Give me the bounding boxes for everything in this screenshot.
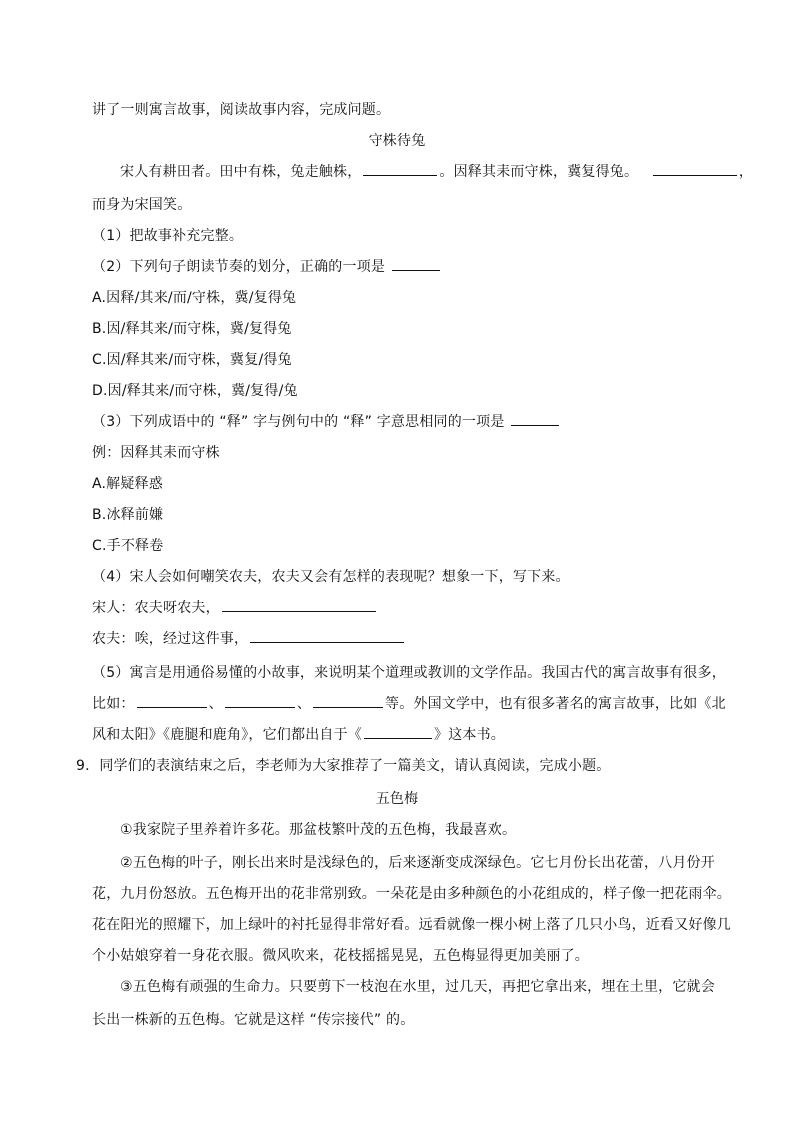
question-4-stem: （4）宋人会如何嘲笑农夫，农夫又会有怎样的表现呢？想象一下，写下来。 bbox=[92, 569, 570, 585]
question-3-stem bbox=[92, 412, 561, 432]
question-5-line-3 bbox=[92, 725, 505, 745]
q3-option-c: C.手不释卷 bbox=[92, 538, 164, 554]
essay-paragraph-2-line-2: 花，九月份怒放。五色梅开出的花非常别致。一朵花是由多种颜色的小花组成的，样子像一把花雨伞。 bbox=[92, 886, 731, 902]
essay-paragraph-3-line-2: 长出一株新的五色梅。它就是这样 “传宗接代” 的。 bbox=[92, 1012, 415, 1028]
story-title: 守株待兔 bbox=[368, 133, 426, 149]
question-text: 》这本书。 bbox=[434, 727, 505, 743]
q2-option-c: C.因/释其来/而守株，冀复/得兔 bbox=[92, 352, 292, 368]
answer-blank-q2[interactable] bbox=[392, 257, 440, 271]
question-text: 等。外国文学中，也有很多著名的寓言故事，比如《北 bbox=[385, 696, 726, 712]
question-text: 同学们的表演结束之后，李老师为大家推荐了一篇美文，请认真阅读，完成小题。 bbox=[99, 758, 611, 774]
question-text: 宋人：农夫呀农夫， bbox=[92, 600, 220, 616]
story-blank-2[interactable] bbox=[653, 162, 737, 176]
question-text: 风和太阳》《鹿腿和鹿角》，它们都出自于《 bbox=[92, 727, 362, 743]
question-2-stem bbox=[92, 257, 442, 277]
q2-option-d: D.因/释其来/而守株，冀/复得/兔 bbox=[92, 383, 298, 399]
answer-blank-nong[interactable] bbox=[250, 629, 404, 643]
q3-example: 例：因释其耒而守株 bbox=[92, 445, 220, 461]
answer-blank-song[interactable] bbox=[222, 598, 376, 612]
separator: 、 bbox=[296, 696, 312, 712]
question-1: （1）把故事补充完整。 bbox=[92, 228, 244, 244]
question-9 bbox=[76, 756, 611, 776]
question-text: （3）下列成语中的 “释” 字与例句中的 “释” 字意思相同的一项是 bbox=[92, 414, 505, 430]
answer-blank-q5-book[interactable] bbox=[364, 725, 432, 739]
story-line-2: 而身为宋国笑。 bbox=[92, 197, 192, 213]
question-number: 9． bbox=[76, 758, 100, 774]
answer-blank-q3[interactable] bbox=[511, 412, 559, 426]
answer-blank-q5-2[interactable] bbox=[225, 694, 295, 708]
essay-paragraph-3-line-1: ③五色梅有顽强的生命力。只要剪下一枝泡在水里，过几天，再把它拿出来，埋在土里，它就会 bbox=[120, 979, 715, 995]
story-blank-1[interactable] bbox=[363, 162, 437, 176]
essay-paragraph-2-line-1: ②五色梅的叶子，刚长出来时是浅绿色的，后来逐渐变成深绿色。它七月份长出花蕾，八月份开 bbox=[120, 855, 715, 871]
essay-paragraph-2-line-4: 个小姑娘穿着一身花衣服。微风吹来，花枝摇摇晃晃，五色梅显得更加美丽了。 bbox=[92, 948, 589, 964]
question-text: 比如： bbox=[92, 696, 135, 712]
q3-option-a: A.解疑释惑 bbox=[92, 476, 163, 492]
intro-text: 讲了一则寓言故事，阅读故事内容，完成问题。 bbox=[92, 102, 391, 118]
essay-title: 五色梅 bbox=[375, 791, 419, 807]
q4-nong-line bbox=[92, 629, 406, 649]
question-5-line-2 bbox=[92, 694, 726, 714]
story-text: 宋人有耕田者。田中有株，兔走触株， bbox=[120, 164, 362, 180]
essay-paragraph-2-line-3: 花在阳光的照耀下，加上绿叶的衬托显得非常好看。远看就像一棵小树上落了几只小鸟，近看又好像几 bbox=[92, 917, 731, 933]
answer-blank-q5-3[interactable] bbox=[313, 694, 383, 708]
separator: 、 bbox=[208, 696, 223, 712]
question-5-line-1: （5）寓言是用通俗易懂的小故事，来说明某个道理或教训的文学作品。我国古代的寓言故事有很多， bbox=[92, 665, 726, 681]
story-text: 。因释其耒而守株，冀复得兔。 bbox=[439, 164, 639, 180]
q2-option-b: B.因/释其来/而守株，冀/复得兔 bbox=[92, 321, 292, 337]
q3-option-b: B.冰释前嫌 bbox=[92, 507, 164, 523]
question-text: （2）下列句子朗读节奏的划分，正确的一项是 bbox=[92, 259, 386, 275]
q2-option-a: A.因释/其来/而/守株，冀/复得兔 bbox=[92, 290, 297, 306]
story-line-1 bbox=[120, 162, 753, 182]
answer-blank-q5-1[interactable] bbox=[137, 694, 207, 708]
question-text: 农夫：唉，经过这件事， bbox=[92, 631, 249, 647]
story-text: ， bbox=[738, 164, 754, 180]
q4-song-line bbox=[92, 598, 378, 618]
essay-paragraph-1: ①我家院子里养着许多花。那盆枝繁叶茂的五色梅，我最喜欢。 bbox=[120, 822, 517, 838]
